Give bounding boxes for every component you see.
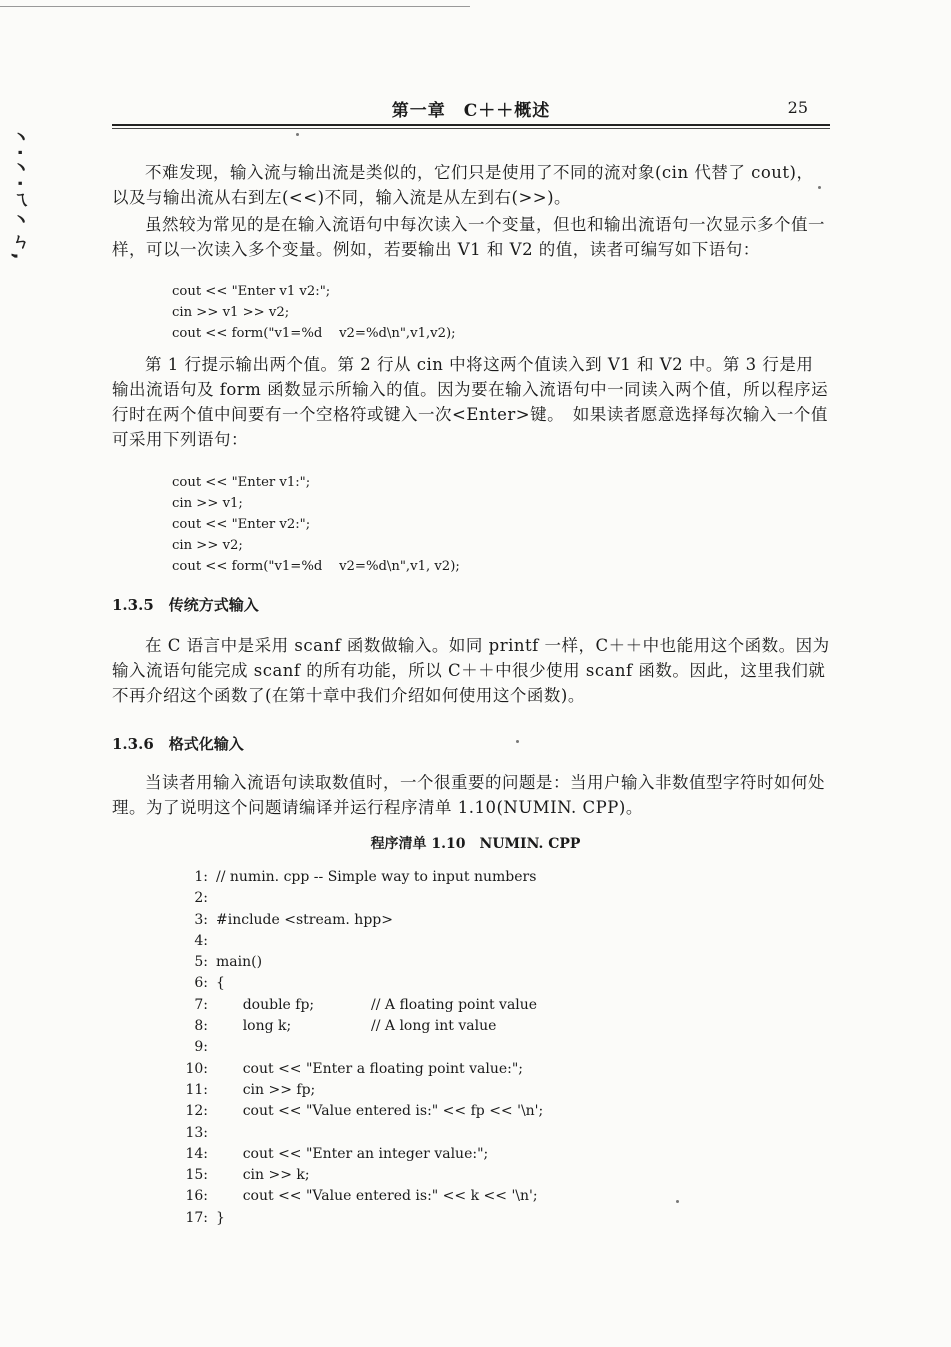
line-number: 1: — [194, 869, 208, 885]
line-code: cin >> fp; — [216, 1081, 316, 1098]
code-line: cout << "Enter v1 v2:"; — [172, 284, 331, 299]
listing-line — [176, 1016, 543, 1037]
line-number: 11: — [185, 1081, 208, 1098]
code-line: cout << form("v1=%d v2=%d\n",v1,v2); — [172, 326, 456, 341]
listing-line — [176, 952, 543, 973]
section-heading-1-3-5: 1.3.5 传统方式输入 — [112, 596, 259, 614]
line-number: 17: — [185, 1209, 208, 1226]
code-line: cin >> v1 >> v2; — [172, 305, 290, 320]
page-number: 25 — [787, 98, 808, 117]
paragraph-1: 不难发现，输入流与输出流是类似的，它们只是使用了不同的流对象(cin 代替了 cout)，以及与输出流从右到左(<<)不同，输入流是从左到右(>>)。 — [112, 163, 814, 207]
line-code: long k; — [216, 1018, 292, 1035]
listing-line — [176, 1186, 543, 1207]
line-code: cout << "Value entered is:" << fp << '\n'; — [216, 1103, 544, 1120]
scan-speck — [818, 186, 821, 189]
line-number: 8: — [194, 1018, 208, 1035]
paragraph-4: 在 C 语言中是采用 scanf 函数做输入。如同 printf 一样，C＋＋中也能用这个函数。因为输入流语句能完成 scanf 的所有功能，所以 C＋＋中很少使用 scanf 函数。因此，这里我们就不再介绍这个函数了(在第十章中我们介绍如何使用这个函数)。 — [112, 636, 830, 705]
code-line: cin >> v2; — [172, 538, 243, 553]
line-number: 2: — [194, 890, 208, 907]
code-block-2 — [172, 472, 460, 577]
line-number: 12: — [185, 1103, 208, 1120]
margin-handwriting: 丶·丶·ㄟ丶ㄣ, — [9, 128, 30, 263]
line-number: 14: — [185, 1145, 208, 1162]
line-number: 13: — [185, 1124, 208, 1141]
line-number: 10: — [185, 1060, 208, 1077]
line-number: 16: — [185, 1188, 208, 1205]
scan-speck — [516, 740, 519, 743]
running-header — [112, 96, 830, 120]
line-number: 7: — [194, 996, 208, 1013]
line-comment: // A floating point value — [371, 996, 538, 1013]
header-rule-thin — [112, 128, 830, 129]
listing-line — [176, 888, 543, 909]
scan-speck — [676, 1200, 679, 1203]
listing-line — [176, 867, 543, 888]
listing-line — [176, 1123, 543, 1144]
line-code: #include <stream. hpp> — [216, 911, 393, 928]
code-line: cout << "Enter v1:"; — [172, 475, 311, 490]
listing-line — [176, 1208, 543, 1229]
line-number: 6: — [194, 975, 208, 992]
line-number: 9: — [194, 1039, 208, 1056]
line-code: main() — [216, 954, 263, 971]
line-number: 4: — [194, 932, 208, 949]
line-code: cout << "Enter an integer value:"; — [216, 1145, 489, 1162]
listing-line — [176, 1101, 543, 1122]
paragraph-2: 虽然较为常见的是在输入流语句中每次读入一个变量，但也和输出流语句一次显示多个值一样，可以一次读入多个变量。例如，若要输出 V1 和 V2 的值，读者可编写如下语句： — [112, 215, 825, 259]
code-line: cin >> v1; — [172, 496, 243, 511]
header-rule — [112, 124, 830, 126]
listing-line — [176, 910, 543, 931]
section-heading-1-3-6: 1.3.6 格式化输入 — [112, 735, 244, 753]
line-code: } — [216, 1209, 225, 1226]
listing-title: 程序清单 1.10 NUMIN. CPP — [370, 836, 581, 852]
line-code: // numin. cpp -- Simple way to input numbers — [216, 869, 537, 885]
listing-line — [176, 995, 543, 1016]
listing-line — [176, 973, 543, 994]
line-comment: // A long int value — [371, 1018, 497, 1035]
scan-speck — [296, 133, 299, 136]
paragraph-5: 当读者用输入流语句读取数值时，一个很重要的问题是：当用户输入非数值型字符时如何处理。为了说明这个问题请编译并运行程序清单 1.10(NUMIN. CPP)。 — [112, 773, 825, 817]
line-code: { — [216, 975, 225, 992]
line-code: cout << "Enter a floating point value:"; — [216, 1060, 524, 1077]
listing-line — [176, 1165, 543, 1186]
code-listing — [176, 867, 543, 1229]
line-code: cin >> k; — [216, 1167, 310, 1184]
line-number: 5: — [194, 954, 208, 971]
line-code: double fp; — [216, 996, 315, 1013]
chapter-title: 第一章 C＋＋概述 — [391, 101, 551, 121]
line-number: 3: — [194, 911, 208, 928]
listing-line — [176, 1059, 543, 1080]
listing-line — [176, 931, 543, 952]
line-number: 15: — [185, 1167, 208, 1184]
listing-line — [176, 1144, 543, 1165]
listing-line — [176, 1037, 543, 1058]
paragraph-3: 第 1 行提示输出两个值。第 2 行从 cin 中将这两个值读入到 V1 和 V2 中。第 3 行是用输出流语句及 form 函数显示所输入的值。因为要在输入流语句中一同读入两个值，所以程序运行时在两个值中间要有一个空格符或键入一次<Enter>键。 如果读者愿意选择每次输入一个值可采用下列语句： — [112, 355, 829, 449]
code-block-1 — [172, 281, 456, 344]
code-line: cout << form("v1=%d v2=%d\n",v1, v2); — [172, 559, 460, 574]
listing-line — [176, 1080, 543, 1101]
line-code: cout << "Value entered is:" << k << '\n'; — [216, 1188, 538, 1205]
scan-top-line — [0, 6, 470, 7]
code-line: cout << "Enter v2:"; — [172, 517, 311, 532]
